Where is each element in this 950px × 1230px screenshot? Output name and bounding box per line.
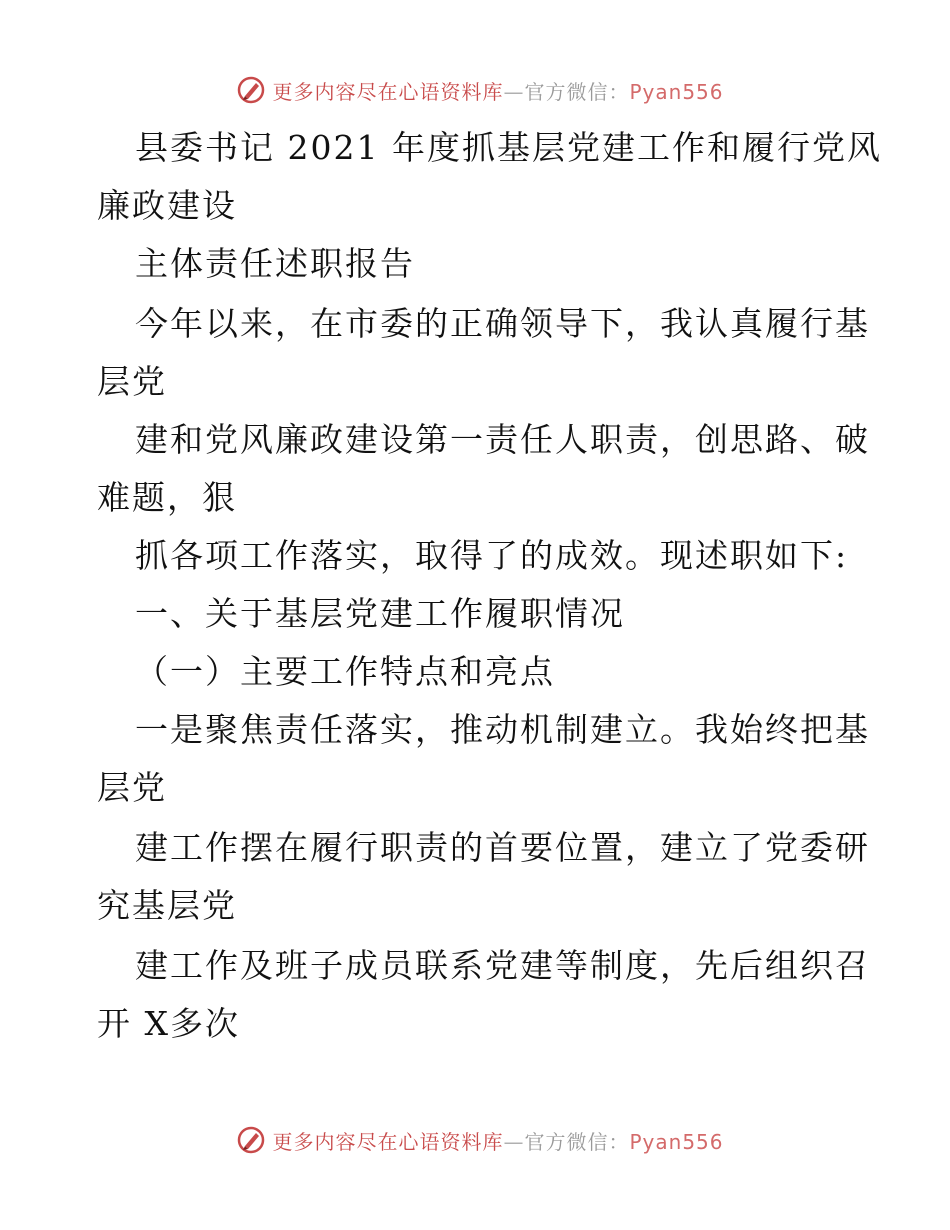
footer-banner: [0, 1120, 950, 1160]
section-heading: 一、关于基层党建工作履职情况: [135, 594, 625, 633]
header-banner: [0, 70, 950, 110]
paragraph-line: 建工作及班子成员联系党建等制度，先后组织召: [135, 946, 870, 985]
pen-logo-icon: [236, 1125, 266, 1155]
paragraph-line: 建工作摆在履行职责的首要位置，建立了党委研: [135, 828, 870, 867]
paragraph-line: 层党: [97, 362, 167, 401]
pen-logo-icon: [236, 75, 266, 105]
paragraph-line: 究基层党: [97, 886, 237, 925]
banner-text: 更多内容尽在心语资料库—官方微信：Pyan556: [272, 1129, 724, 1154]
paragraph-line: 一是聚焦责任落实，推动机制建立。我始终把基: [135, 710, 870, 749]
banner-text: 更多内容尽在心语资料库—官方微信：Pyan556: [272, 79, 724, 104]
title-line-3: 主体责任述职报告: [135, 244, 415, 283]
paragraph-line: 层党: [97, 768, 167, 807]
paragraph-line: 今年以来，在市委的正确领导下，我认真履行基: [135, 304, 870, 343]
subsection-heading: （一）主要工作特点和亮点: [135, 652, 555, 691]
title-line-1: 县委书记 2021 年度抓基层党建工作和履行党风: [135, 128, 882, 167]
paragraph-line: 建和党风廉政建设第一责任人职责，创思路、破: [135, 420, 870, 459]
paragraph-line: 难题，狠: [97, 478, 237, 517]
title-line-2: 廉政建设: [97, 186, 237, 225]
paragraph-line: 抓各项工作落实，取得了的成效。现述职如下:: [135, 536, 849, 575]
paragraph-line: 开 X多次: [97, 1004, 240, 1043]
